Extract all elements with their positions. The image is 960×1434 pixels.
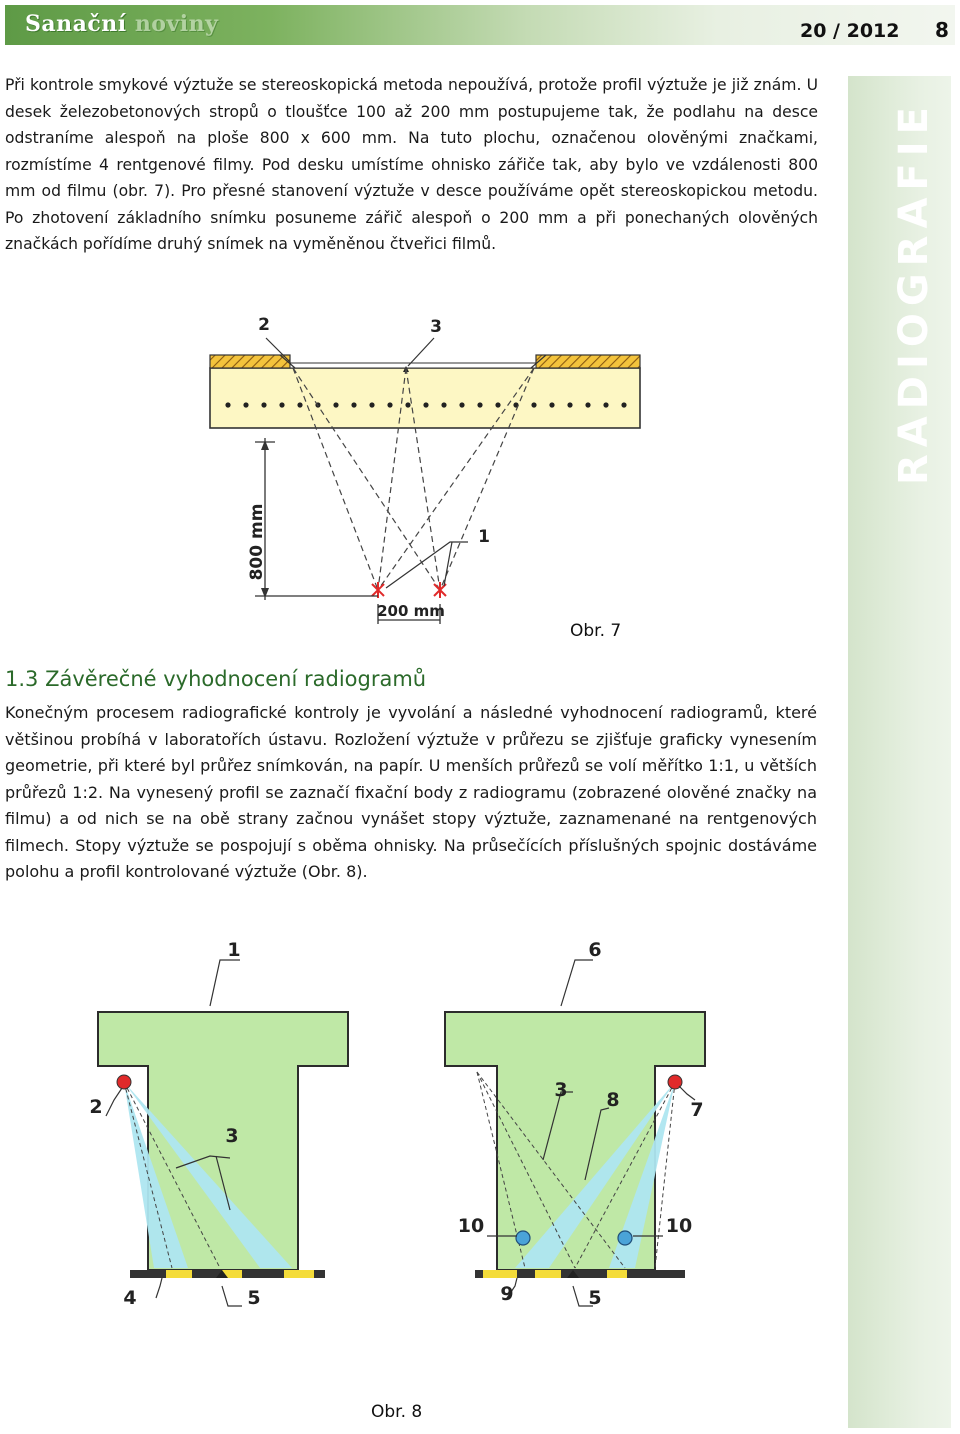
label-3: 3 xyxy=(554,1079,568,1101)
label-2: 2 xyxy=(258,315,270,335)
film-strip xyxy=(290,363,536,368)
label-8: 8 xyxy=(606,1089,620,1111)
rebar-circle xyxy=(618,1231,632,1245)
figure-8-left-diagram xyxy=(70,930,370,1310)
label-10-left: 10 xyxy=(457,1215,485,1237)
section-paragraph: Konečným procesem radiografické kontroly je vyvolání a následné vyhodnocení radiogramů, které většinou probíhá v laboratořích ústavu. Rozložení výztuže v průřezu se zjišťuje graficky vynesením geometrie, při které byl průřez snímkován, na papír. U menších průřezů se volí měřítko 1:1, u větších průřezů 1:2. Na vynesený profil se zaznačí fixační body z radiogramu (zobrazené olověné značky na filmu) a od nich se na obě strany začnou vynášet stopy výztuže, zaznamenané na rentgenových filmech. Stopy výztuže se pospojují s oběma ohnisky. Na průsečících příslušných spojnic dostáváme polohu a profil kontrolované výztuže (Obr. 8). xyxy=(5,703,817,881)
label-5: 5 xyxy=(588,1287,602,1309)
label-3: 3 xyxy=(225,1125,239,1147)
dim-200mm-label: 200 mm xyxy=(377,602,445,620)
masthead-logo xyxy=(25,11,218,37)
floor-layer-right xyxy=(536,355,640,368)
label-4: 4 xyxy=(123,1287,137,1309)
section-heading: 1.3 Závěrečné vyhodnocení radiogramů xyxy=(5,667,427,691)
logo-main-text: Sanační xyxy=(25,11,135,37)
label-3: 3 xyxy=(430,317,442,337)
label-10-right: 10 xyxy=(665,1215,693,1237)
rebar-circle xyxy=(516,1231,530,1245)
label-5: 5 xyxy=(247,1287,261,1309)
section-side-label: RADIOGRAFIE xyxy=(891,100,937,485)
label-6: 6 xyxy=(588,939,602,961)
label-7: 7 xyxy=(690,1099,704,1121)
label-1: 1 xyxy=(478,527,490,547)
figure-7-diagram xyxy=(200,310,650,640)
label-9: 9 xyxy=(500,1283,514,1305)
intro-paragraph: Při kontrole smykové výztuže se stereoskopická metoda nepoužívá, protože profil výztuže je již znám. U desek železobetonových stropů o tloušťce 100 až 200 mm postupujeme tak, že podlahu na desce odstraníme alespoň na ploše 800 x 600 mm. Na tuto plochu, označenou olověnými značkami, rozmístíme 4 rentgenové filmy. Pod desku umístíme ohnisko zářiče tak, aby bylo ve vzdálenosti 800 mm od filmu (obr. 7). Pro přesné stanovení výztuže v desce používáme opět stereoskopickou metodu. Po zhotovení základního snímku posuneme zářič alespoň o 200 mm a při ponechaných olověných značkách pořídíme druhý snímek na vyměněnou čtveřici filmů. xyxy=(5,76,818,253)
radiation-focus xyxy=(117,1075,131,1089)
page-number: 8 xyxy=(935,18,949,42)
figure-8-right-diagram xyxy=(425,930,725,1310)
dim-800mm-label: 800 mm xyxy=(247,503,267,581)
floor-layer-left xyxy=(210,355,290,368)
focus-stars xyxy=(372,582,446,598)
figure-7-caption: Obr. 7 xyxy=(570,621,622,641)
concrete-slab xyxy=(210,368,640,428)
issue-number: 20 / 2012 xyxy=(800,20,900,42)
logo-sub-text: noviny xyxy=(134,11,219,37)
label-1: 1 xyxy=(227,939,241,961)
label-2: 2 xyxy=(89,1096,103,1118)
masthead-bar xyxy=(5,5,955,45)
figure-8-caption: Obr. 8 xyxy=(371,1402,423,1422)
